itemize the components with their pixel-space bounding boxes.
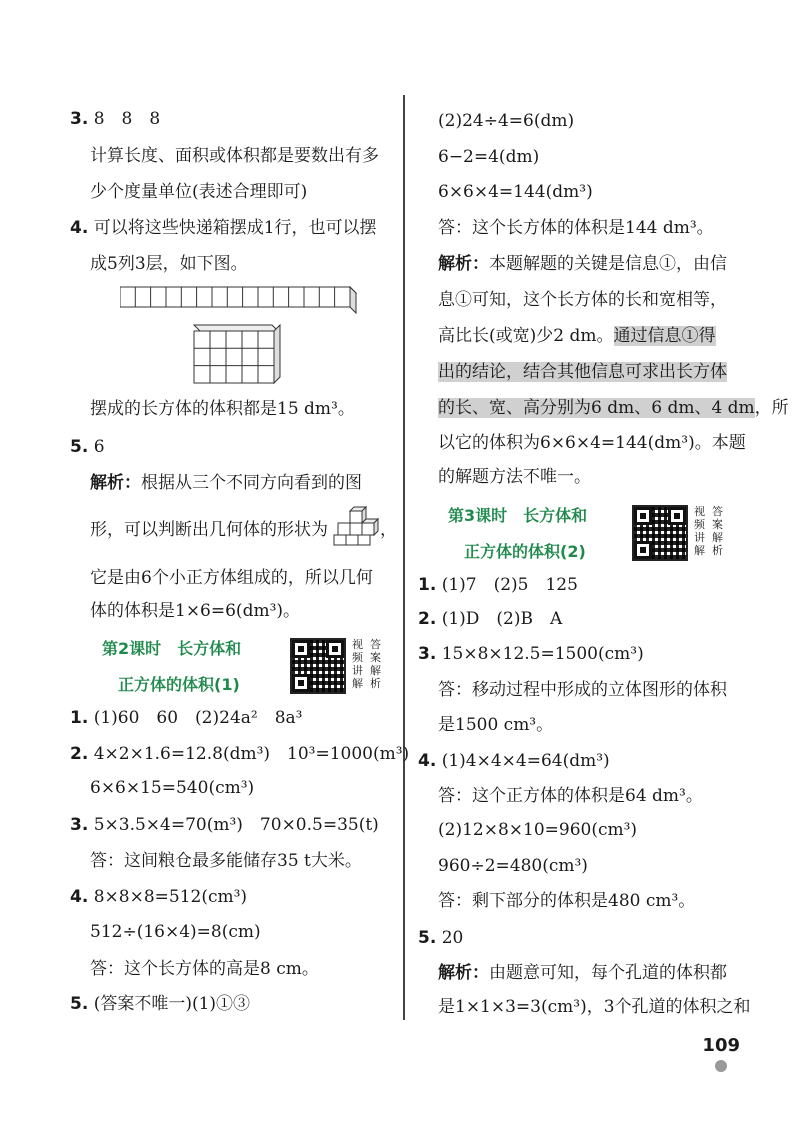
- text-line: 它是由6个小正方体组成的，所以几何: [90, 568, 373, 588]
- text-line: 高比长(或宽)少2 dm。通过信息①得: [438, 326, 716, 346]
- lesson2-answer-2: 2. 4×2×1.6=12.8(dm³) 10³=1000(m³): [70, 744, 410, 764]
- answer-3: 3. 8 8 8: [70, 109, 161, 129]
- text-line: 以它的体积为6×6×4=144(dm³)。本题: [438, 433, 746, 453]
- qr-label: 答案解析: [712, 505, 725, 557]
- column-divider: [403, 95, 405, 1020]
- text-line: 答：移动过程中形成的立体图形的体积: [438, 680, 727, 700]
- lesson2-answer-5: 5. (答案不唯一)(1)①③: [70, 994, 251, 1014]
- qr-label: 答案解析: [370, 638, 383, 690]
- text-line: 少个度量单位(表述合理即可): [90, 182, 308, 202]
- text-line: 摆成的长方体的体积都是15 dm³。: [90, 399, 355, 419]
- text-line: 960÷2=480(cm³): [438, 856, 588, 876]
- text-line: 答：剩下部分的体积是480 cm³。: [438, 891, 696, 911]
- text-line: 6×6×4=144(dm³): [438, 182, 593, 202]
- page-number: 109: [702, 1035, 740, 1056]
- lesson3-answer-4: 4. (1)4×4×4=64(dm³): [418, 751, 610, 771]
- text-line: 的长、宽、高分别为6 dm、6 dm、4 dm，所: [438, 398, 789, 418]
- qr-label: 视频讲解: [694, 505, 707, 557]
- lesson2-answer-1: 1. (1)60 60 (2)24a² 8a³: [70, 708, 303, 728]
- text-line: 是1500 cm³。: [438, 715, 554, 735]
- answer-5: 5. 6: [70, 437, 105, 457]
- lesson2-answer-4: 4. 8×8×8=512(cm³): [70, 887, 248, 907]
- text-line: (2)12×8×10=960(cm³): [438, 820, 638, 840]
- section-heading-lesson-3: 第3课时 长方体和: [448, 506, 588, 525]
- cube-arrangement-figure: [120, 283, 360, 385]
- lesson3-answer-2: 2. (1)D (2)B A: [418, 609, 563, 629]
- text-line: 出的结论，结合其他信息可求出长方体: [438, 362, 727, 382]
- section-heading-lesson-2: 第2课时 长方体和: [102, 639, 242, 658]
- decorative-dot-icon: [715, 1060, 727, 1072]
- qr-label: 视频讲解: [352, 638, 365, 690]
- text-line: 6−2=4(dm): [438, 147, 540, 167]
- section-heading-lesson-3-sub: 正方体的体积(2): [464, 542, 586, 561]
- qr-code-icon[interactable]: [290, 638, 346, 694]
- lesson3-answer-1: 1. (1)7 (2)5 125: [418, 575, 578, 595]
- text-line: 是1×1×3=3(cm³)，3个孔道的体积之和: [438, 997, 751, 1017]
- answer-4: 4. 可以将这些快递箱摆成1行，也可以摆: [70, 218, 377, 238]
- qr-code-icon[interactable]: [632, 505, 688, 561]
- text-line: 答：这间粮仓最多能储存35 t大米。: [90, 851, 362, 871]
- text-line: 计算长度、面积或体积都是要数出有多: [90, 146, 379, 166]
- lesson2-answer-3: 3. 5×3.5×4=70(m³) 70×0.5=35(t): [70, 815, 379, 835]
- text-line: 512÷(16×4)=8(cm): [90, 922, 261, 942]
- lesson3-answer-5: 5. 20: [418, 928, 464, 948]
- text-line: 答：这个长方体的体积是144 dm³。: [438, 218, 714, 238]
- text-line: 的解题方法不唯一。: [438, 467, 591, 487]
- section-heading-lesson-2-sub: 正方体的体积(1): [118, 675, 240, 694]
- solid-shape-figure: [332, 505, 380, 547]
- lesson3-answer-3: 3. 15×8×12.5=1500(cm³): [418, 644, 644, 664]
- text-line: 解析：本题解题的关键是信息①，由信: [438, 254, 727, 274]
- text-line: 6×6×15=540(cm³): [90, 778, 255, 798]
- text-line: 息①可知，这个长方体的长和宽相等，: [438, 290, 727, 310]
- text-line: 体的体积是1×6=6(dm³)。: [90, 601, 301, 621]
- text-line: 形，可以判断出几何体的形状为: [90, 520, 328, 540]
- text-line: 答：这个长方体的高是8 cm。: [90, 959, 319, 979]
- text-line: (2)24÷4=6(dm): [438, 111, 575, 131]
- text-line: ，: [380, 520, 397, 540]
- text-line: 答：这个正方体的体积是64 dm³。: [438, 786, 703, 806]
- text-line: 成5列3层，如下图。: [90, 254, 248, 274]
- text-line: 解析：由题意可知，每个孔道的体积都: [438, 963, 727, 983]
- text-line: 解析：根据从三个不同方向看到的图: [90, 473, 362, 493]
